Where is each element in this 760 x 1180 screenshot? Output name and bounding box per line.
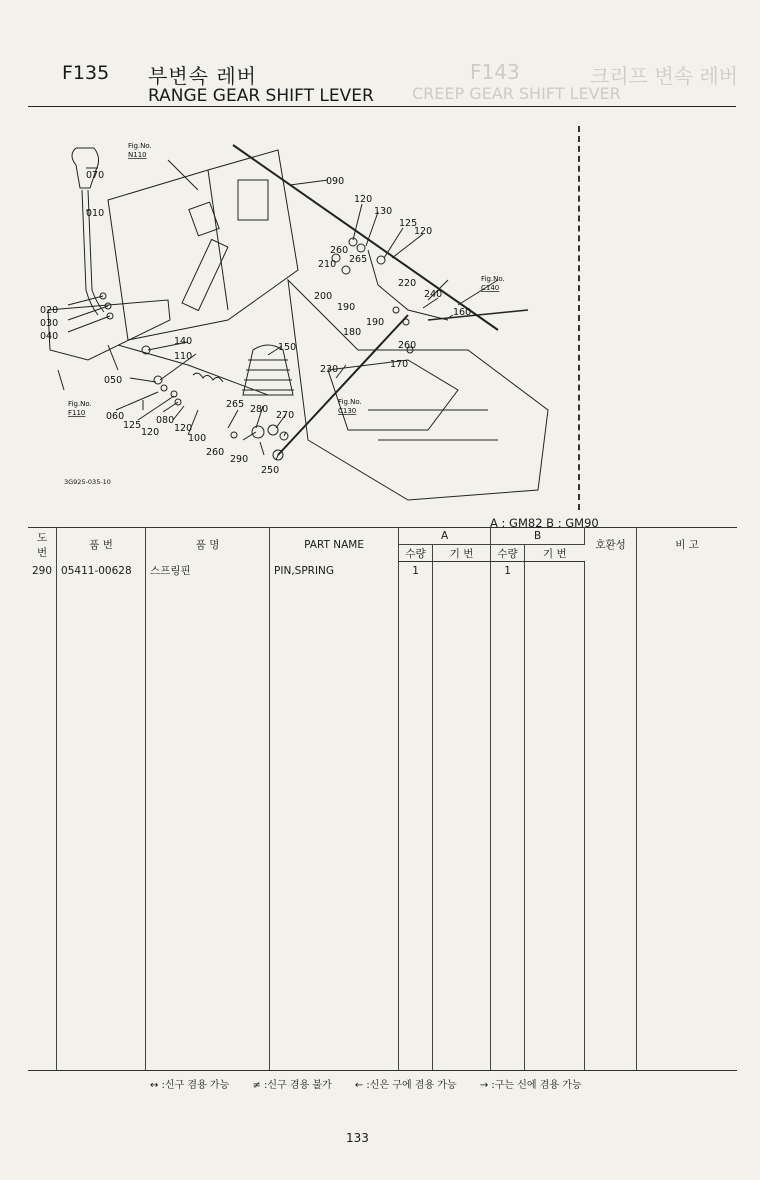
col-group-a: A	[399, 528, 491, 545]
header-rule	[28, 106, 736, 107]
bleed-through-code: F143	[470, 60, 520, 84]
fig-ref-f110-label-1: Fig.No.	[68, 400, 92, 408]
bleed-through-title-en: CREEP GEAR SHIFT LEVER	[412, 84, 621, 103]
page-title-korean: 부변속 레버	[148, 64, 257, 88]
callout: 125	[399, 218, 418, 229]
cell-name-ko: 스프링핀	[146, 562, 270, 581]
callout: 270	[276, 410, 295, 421]
fig-ref-n110-label-1: Fig.No.	[128, 142, 152, 150]
fig-ref-c130-label-1: Fig.No.	[338, 398, 362, 406]
callout: 260	[330, 245, 349, 256]
callout: 220	[398, 278, 417, 289]
callout: 150	[278, 342, 297, 353]
col-part-name-ko: 품 명	[146, 528, 270, 562]
callout: 010	[86, 208, 105, 219]
fig-ref-c130-label-2: C130	[338, 407, 357, 415]
callout: 280	[250, 404, 269, 415]
table-row	[28, 562, 737, 581]
cell-part-no: 05411-00628	[57, 562, 146, 581]
table-empty-area	[28, 580, 737, 1071]
cell-base-a	[433, 562, 491, 581]
callout: 130	[374, 206, 393, 217]
fig-ref-c140-label-1: Fig.No.	[481, 275, 505, 283]
col-part-name-en: PART NAME	[270, 528, 399, 562]
callout: 200	[314, 291, 333, 302]
housing-outline	[108, 150, 298, 340]
callout: 020	[40, 305, 59, 316]
callout: 230	[320, 364, 339, 375]
col-part-no: 품 번	[57, 528, 146, 562]
callout: 210	[318, 259, 337, 270]
callout: 265	[226, 399, 245, 410]
callout: 125	[123, 420, 142, 431]
col-qty-b: 수량	[491, 545, 525, 562]
callout: 100	[188, 433, 207, 444]
parts-table	[28, 527, 737, 1071]
callout: 070	[86, 170, 105, 181]
callout: 120	[174, 423, 193, 434]
cell-ref-no: 290	[28, 562, 57, 581]
col-interchange: 호환성	[585, 528, 637, 562]
cell-qty-a: 1	[399, 562, 433, 581]
figure-code: F135	[62, 62, 110, 84]
exploded-parts-diagram	[28, 110, 578, 510]
callout: 170	[390, 359, 409, 370]
cell-remarks	[637, 562, 737, 581]
model-legend: A : GM82 B : GM90	[490, 516, 599, 530]
legend-item: ← :신은 구에 겸용 가능	[354, 1080, 457, 1091]
cell-base-b	[525, 562, 585, 581]
link-rod	[118, 345, 268, 395]
fig-ref-n110-label-2: N110	[128, 151, 147, 159]
col-remarks: 비 고	[637, 528, 737, 562]
callout: 050	[104, 375, 123, 386]
callout: 250	[261, 465, 280, 476]
callout: 030	[40, 318, 59, 329]
callout: 110	[174, 351, 193, 362]
legend-item: ↔ :신구 겸용 가능	[150, 1080, 230, 1091]
callout: 180	[343, 327, 362, 338]
callout: 190	[366, 317, 385, 328]
callout: 260	[206, 447, 225, 458]
col-group-b: B	[491, 528, 585, 545]
cell-name-en: PIN,SPRING	[270, 562, 399, 581]
callout: 140	[174, 336, 193, 347]
spring-150	[193, 373, 223, 382]
callout: 190	[337, 302, 356, 313]
bleed-through-title-ko: 크리프 변속 레버	[590, 64, 738, 88]
callout: 160	[453, 307, 472, 318]
callout: 060	[106, 411, 125, 422]
legend-item: ≠ :신구 겸용 불가	[252, 1080, 332, 1091]
cell-qty-b: 1	[491, 562, 525, 581]
compatibility-legend	[150, 1076, 602, 1091]
cell-interchange	[585, 562, 637, 581]
callout: 120	[414, 226, 433, 237]
callout: 080	[156, 415, 175, 426]
callout: 290	[230, 454, 249, 465]
callout: 040	[40, 331, 59, 342]
callout: 240	[424, 289, 443, 300]
col-ref-no: 도번	[28, 528, 57, 562]
shift-rod-090	[233, 145, 498, 330]
fig-ref-c140-label-2: C140	[481, 284, 500, 292]
col-base-a: 기 번	[433, 545, 491, 562]
col-base-b: 기 번	[525, 545, 585, 562]
callout: 120	[354, 194, 373, 205]
fig-ref-f110-label-2: F110	[68, 409, 86, 417]
callout: 260	[398, 340, 417, 351]
callout: 090	[326, 176, 345, 187]
legend-item: → :구는 신에 겸용 가능	[479, 1080, 582, 1091]
callout: 265	[349, 254, 368, 265]
drawing-number: 3G925-035-10	[64, 478, 111, 486]
col-qty-a: 수량	[399, 545, 433, 562]
callout: 120	[141, 427, 160, 438]
dashed-divider	[578, 126, 580, 510]
page-number: 133	[346, 1131, 369, 1145]
page-title-english: RANGE GEAR SHIFT LEVER	[148, 86, 374, 106]
